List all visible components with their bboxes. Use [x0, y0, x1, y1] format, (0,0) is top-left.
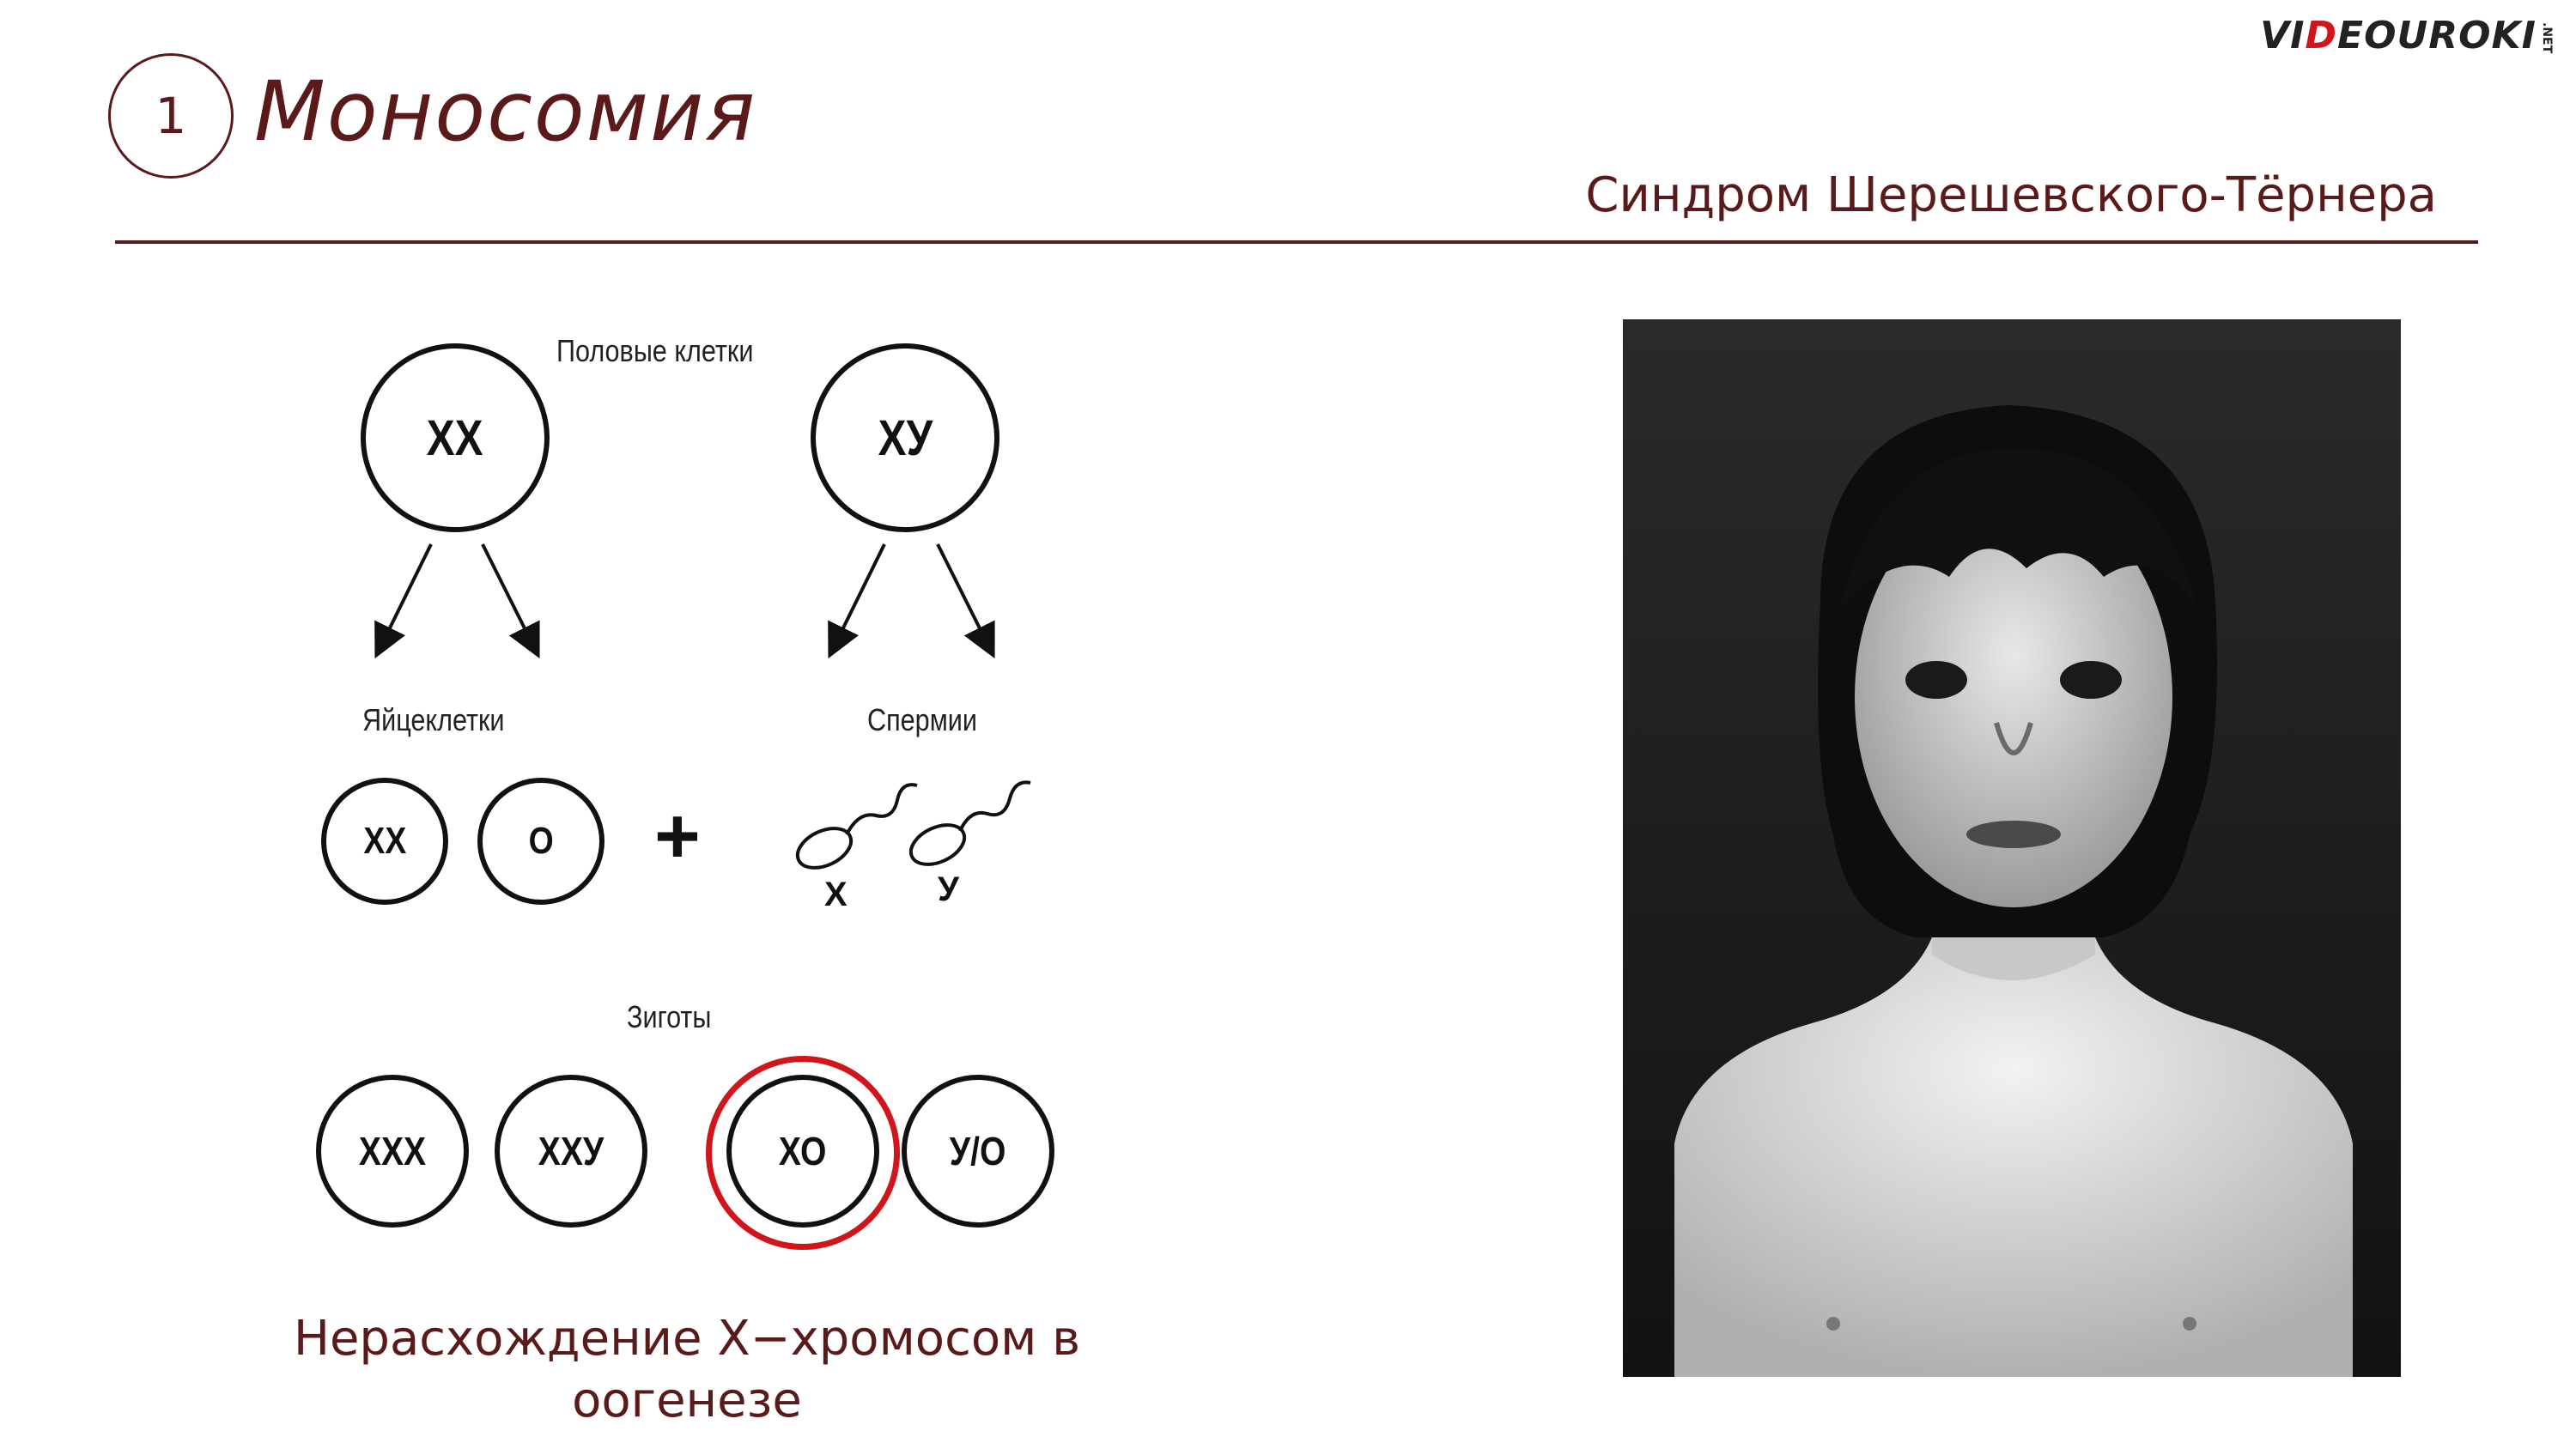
nondisjunction-diagram — [292, 309, 1082, 1270]
logo-part-2: EOUROKI — [2337, 14, 2537, 58]
parent-cell-xx: ХХ — [361, 343, 550, 532]
page-subtitle: Синдром Шерешевского-Тёрнера — [1585, 167, 2437, 223]
plus-sign: + — [654, 792, 701, 880]
header-divider — [115, 240, 2478, 244]
label-germ-cells: Половые клетки — [556, 333, 754, 368]
egg-cell-o: О — [477, 778, 605, 905]
diagram-caption: Нерасхождение Х−хромосом в оогенезе — [293, 1311, 1081, 1428]
egg-cell-xx: ХХ — [321, 778, 448, 905]
arrow-right-2 — [938, 544, 992, 652]
label-eggs: Яйцеклетки — [362, 702, 505, 737]
slide-number: 1 — [155, 87, 187, 145]
patient-photo — [1623, 319, 2401, 1377]
sperm-y-label: У — [938, 870, 959, 908]
slide-number-badge — [108, 53, 234, 179]
arrows — [378, 544, 992, 652]
page-title: Моносомия — [254, 64, 757, 160]
arrow-left-2 — [483, 544, 537, 652]
zygote-yo: У/О — [902, 1075, 1054, 1228]
sperm-y-head-icon — [905, 817, 971, 872]
logo-play-mark: D — [2305, 14, 2338, 58]
sperm-x-head-icon — [792, 821, 858, 876]
arrow-right-1 — [831, 544, 884, 652]
parent-cell-xy: ХУ — [811, 343, 999, 532]
zygote-xxx: ХХХ — [316, 1075, 469, 1228]
label-zygotes: Зиготы — [627, 999, 712, 1034]
sperm-y-tail-icon — [960, 782, 1030, 831]
logo-net-suffix: .NET — [2540, 22, 2554, 54]
label-sperm: Спермии — [867, 702, 977, 737]
zygote-xo: ХО — [726, 1075, 879, 1228]
arrow-left-1 — [378, 544, 431, 652]
videouroki-logo — [2260, 14, 2554, 58]
sperm-icons — [792, 782, 1030, 876]
logo-text — [2260, 14, 2537, 58]
sperm-x-tail-icon — [847, 785, 917, 834]
portrait-photo-icon — [1623, 319, 2401, 1377]
logo-part-1: VI — [2260, 14, 2306, 58]
sperm-x-label: Х — [824, 876, 848, 913]
zygote-xxy: ХХУ — [495, 1075, 647, 1228]
